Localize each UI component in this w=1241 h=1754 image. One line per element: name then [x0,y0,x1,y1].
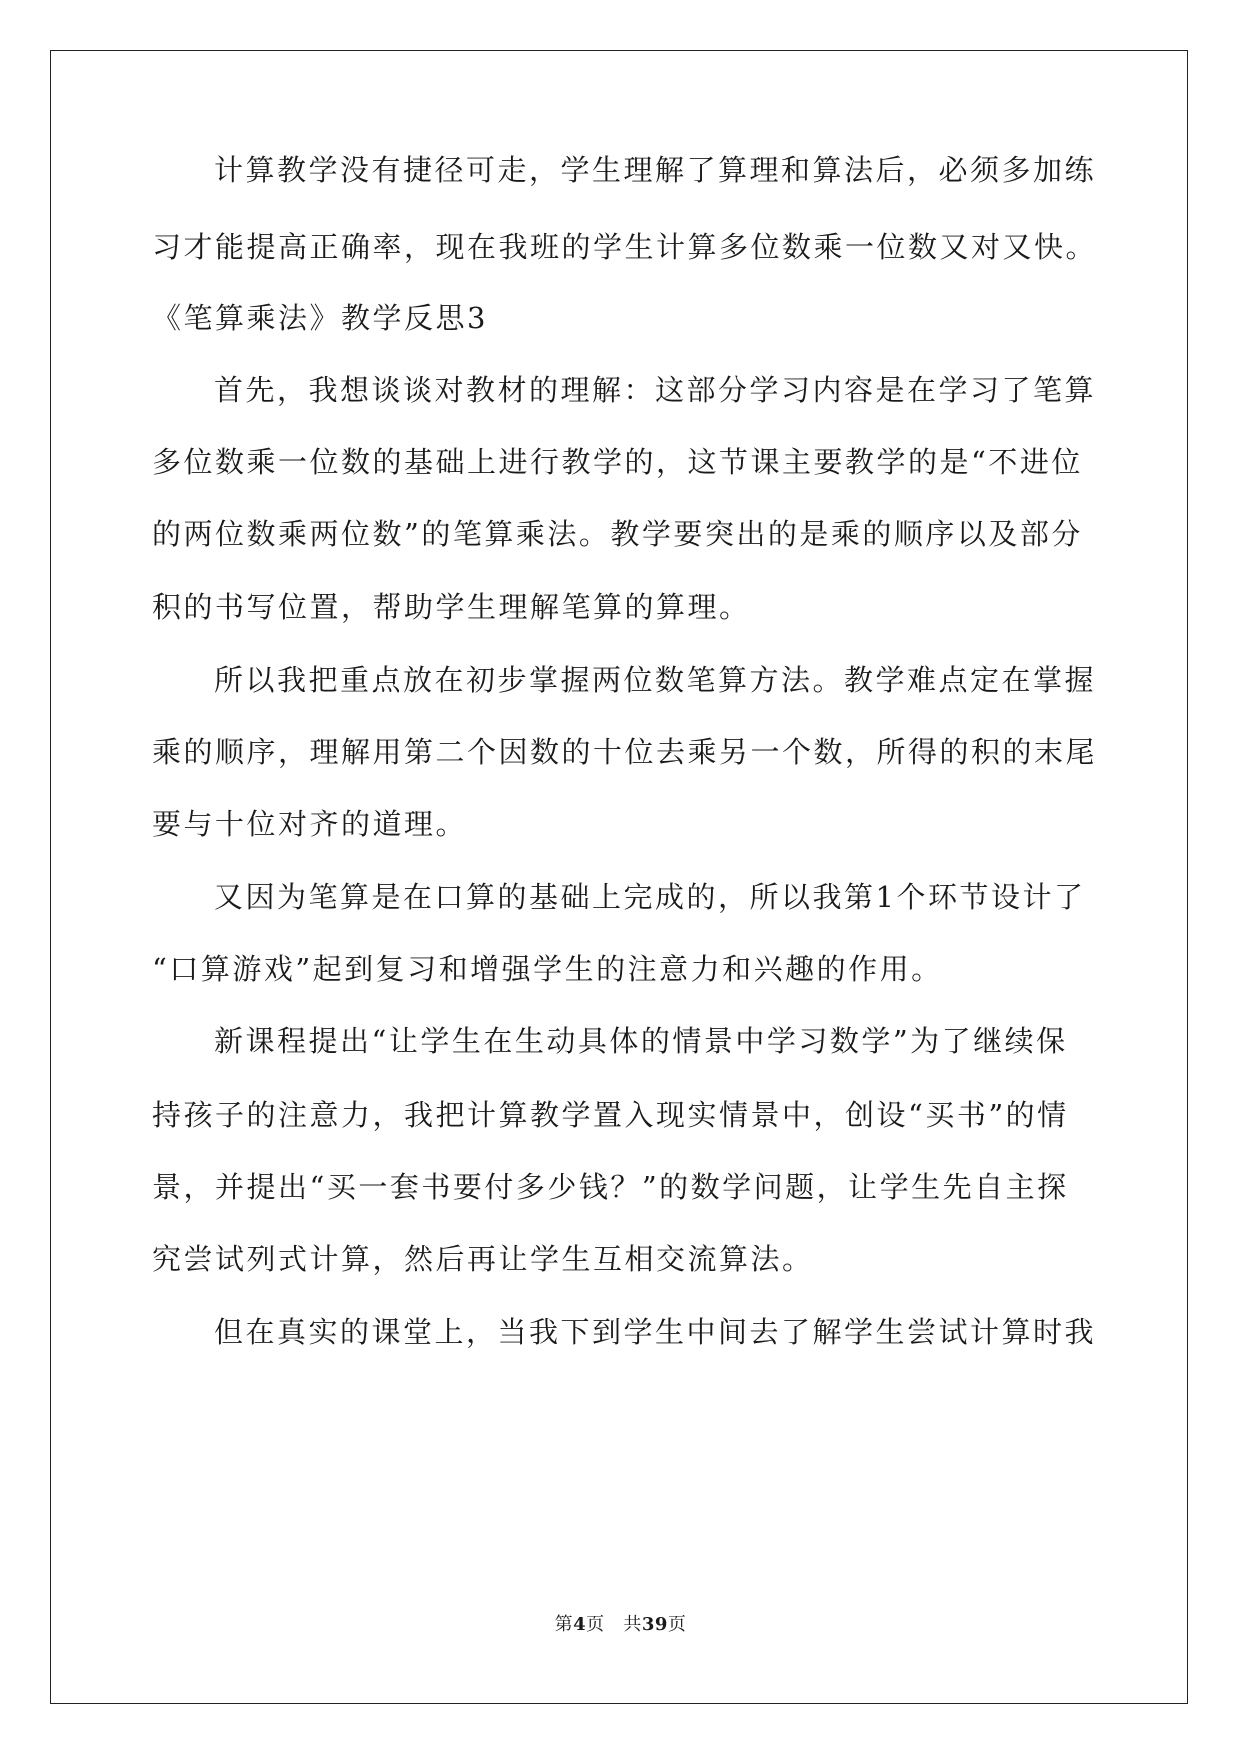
page-prefix: 第 [554,1614,574,1635]
paragraph-line: 但在真实的课堂上，当我下到学生中间去了解学生尝试计算时我 [214,1315,1097,1349]
page-number: 4 [573,1614,587,1635]
paragraph-line: 积的书写位置，帮助学生理解笔算的算理。 [152,590,751,624]
paragraph-line: 要与十位对齐的道理。 [152,807,468,841]
total-pages: 39 [641,1614,668,1635]
paragraph-line: 首先，我想谈谈对教材的理解：这部分学习内容是在学习了笔算 [214,373,1097,407]
section-heading: 《笔算乘法》教学反思3 [152,301,488,335]
paragraph-line: 的两位数乘两位数”的笔算乘法。教学要突出的是乘的顺序以及部分 [152,517,1083,551]
paragraph-line: 乘的顺序，理解用第二个因数的十位去乘另一个数，所得的积的末尾 [152,735,1098,769]
total-prefix: 共 [623,1614,642,1635]
paragraph-line: 究尝试列式计算，然后再让学生互相交流算法。 [152,1242,814,1276]
page-footer [0,1610,1241,1636]
paragraph-line: 景，并提出“买一套书要付多少钱？”的数学问题，让学生先自主探 [152,1170,1069,1204]
paragraph-line: 新课程提出“让学生在生动具体的情景中学习数学”为了继续保 [214,1024,1068,1058]
page-unit: 页 [586,1614,605,1635]
paragraph-line: 所以我把重点放在初步掌握两位数笔算方法。教学难点定在掌握 [214,663,1097,697]
paragraph-line: 多位数乘一位数的基础上进行教学的，这节课主要教学的是“不进位 [152,445,1083,479]
paragraph-line: “口算游戏”起到复习和增强学生的注意力和兴趣的作用。 [152,952,943,986]
paragraph-line: 习才能提高正确率，现在我班的学生计算多位数乘一位数又对又快。 [152,230,1098,264]
total-unit: 页 [667,1614,687,1635]
paragraph-line: 持孩子的注意力，我把计算教学置入现实情景中，创设“买书”的情 [152,1098,1069,1132]
paragraph-line: 计算教学没有捷径可走，学生理解了算理和算法后，必须多加练 [214,153,1097,187]
paragraph-line: 又因为笔算是在口算的基础上完成的，所以我第1个环节设计了 [214,880,1086,914]
